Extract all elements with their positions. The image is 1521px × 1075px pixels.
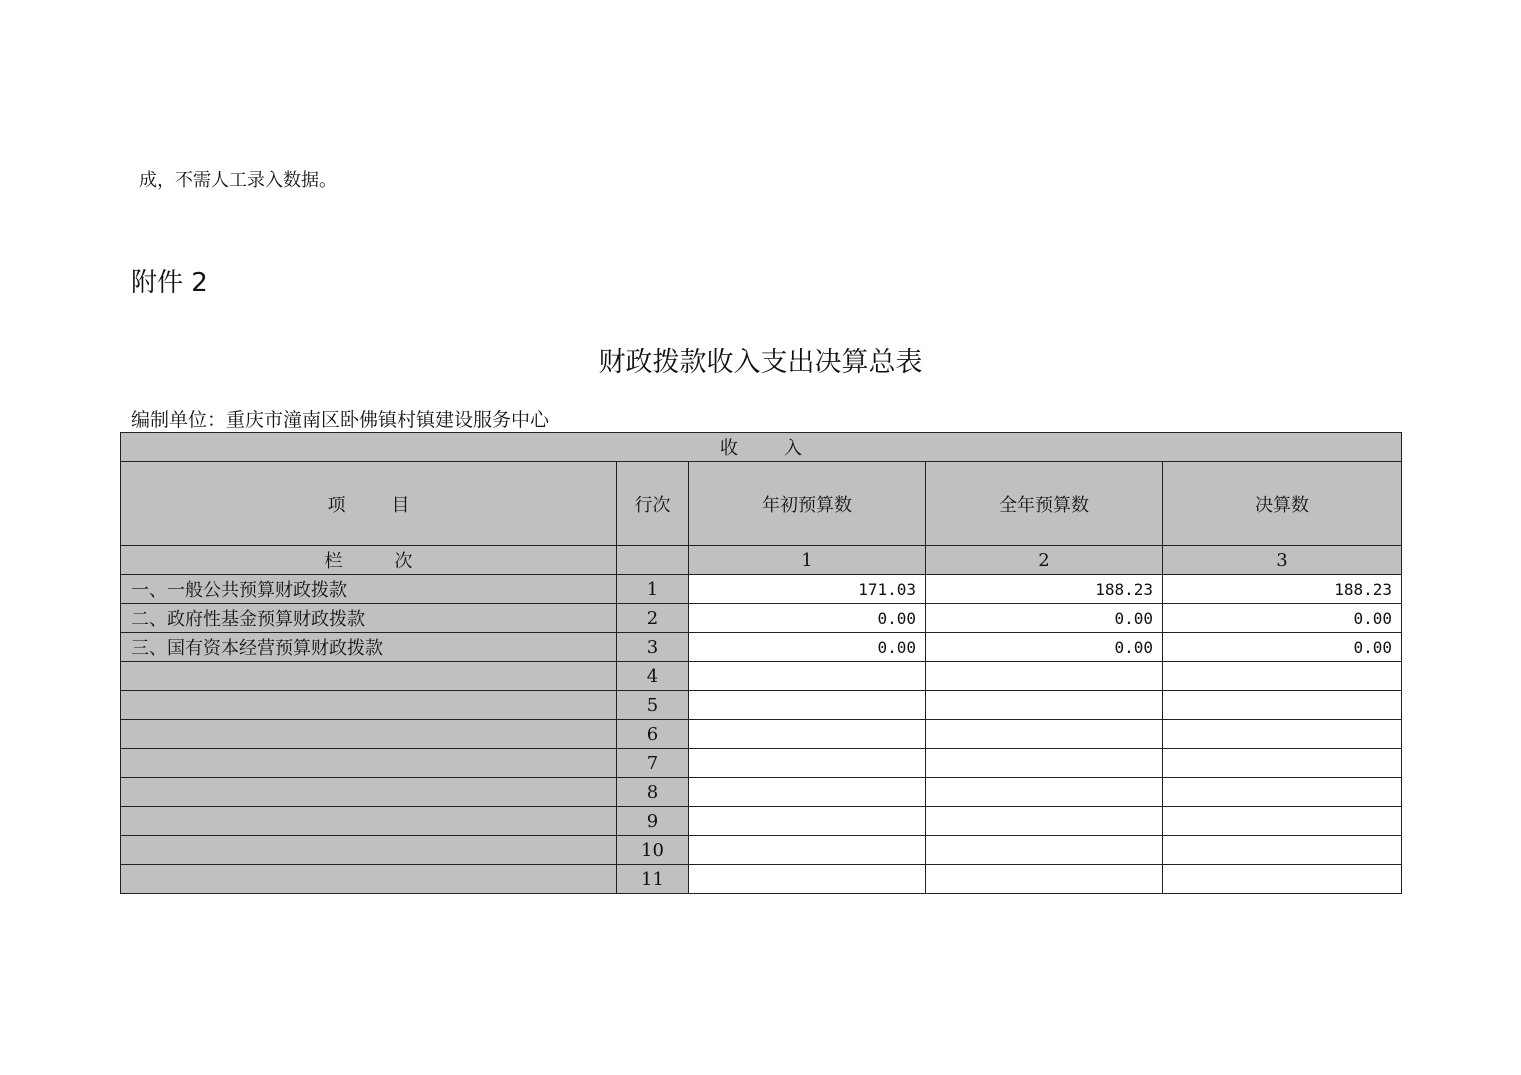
row-annual-budget (926, 720, 1163, 749)
row-initial-budget (689, 720, 926, 749)
row-item (121, 865, 617, 894)
row-final-accounts (1163, 778, 1402, 807)
budget-table (120, 432, 1402, 894)
row-final-accounts: 0.00 (1163, 604, 1402, 633)
row-annual-budget (926, 778, 1163, 807)
row-final-accounts (1163, 836, 1402, 865)
row-item: 一、一般公共预算财政拨款 (121, 575, 617, 604)
table-row (121, 691, 1402, 720)
header-final-accounts: 决算数 (1163, 462, 1402, 546)
row-final-accounts (1163, 720, 1402, 749)
table-row (121, 575, 1402, 604)
header-initial-budget: 年初预算数 (689, 462, 926, 546)
row-initial-budget: 0.00 (689, 633, 926, 662)
row-line-no: 3 (617, 633, 689, 662)
row-final-accounts (1163, 691, 1402, 720)
table-row (121, 604, 1402, 633)
table-row (121, 836, 1402, 865)
compiling-unit-name: 重庆市潼南区卧佛镇村镇建设服务中心 (226, 409, 550, 431)
section-header-cell (121, 433, 1402, 462)
column-index-char-2: 次 (394, 551, 413, 572)
row-initial-budget (689, 865, 926, 894)
row-annual-budget (926, 865, 1163, 894)
row-item (121, 720, 617, 749)
row-line-no: 10 (617, 836, 689, 865)
row-annual-budget (926, 807, 1163, 836)
row-initial-budget (689, 807, 926, 836)
row-initial-budget (689, 662, 926, 691)
row-line-no: 7 (617, 749, 689, 778)
header-annual-budget: 全年预算数 (926, 462, 1163, 546)
row-line-no: 4 (617, 662, 689, 691)
row-line-no: 2 (617, 604, 689, 633)
column-index-char-1: 栏 (324, 551, 343, 572)
row-annual-budget (926, 662, 1163, 691)
row-final-accounts: 0.00 (1163, 633, 1402, 662)
table-row (121, 749, 1402, 778)
column-index-2: 2 (926, 546, 1163, 575)
table-row (121, 662, 1402, 691)
section-header-char-1: 收 (720, 438, 739, 459)
column-header-row (121, 462, 1402, 546)
row-item: 二、政府性基金预算财政拨款 (121, 604, 617, 633)
row-annual-budget: 0.00 (926, 633, 1163, 662)
header-item-char-1: 项 (327, 494, 346, 516)
column-index-blank (617, 546, 689, 575)
table-row (121, 807, 1402, 836)
row-item (121, 778, 617, 807)
row-final-accounts (1163, 807, 1402, 836)
attachment-label: 附件 2 (131, 268, 208, 298)
compiling-unit-label: 编制单位： (131, 409, 227, 431)
document-title: 财政拨款收入支出决算总表 (598, 347, 923, 378)
row-annual-budget (926, 749, 1163, 778)
table-row (121, 720, 1402, 749)
header-item (121, 462, 617, 546)
row-initial-budget (689, 778, 926, 807)
table-row (121, 778, 1402, 807)
row-initial-budget: 0.00 (689, 604, 926, 633)
row-item (121, 836, 617, 865)
column-index-label (121, 546, 617, 575)
row-initial-budget (689, 836, 926, 865)
row-annual-budget: 0.00 (926, 604, 1163, 633)
section-header-char-2: 入 (784, 438, 803, 459)
row-item (121, 807, 617, 836)
row-final-accounts (1163, 662, 1402, 691)
header-item-char-2: 目 (391, 494, 410, 516)
row-line-no: 11 (617, 865, 689, 894)
row-final-accounts (1163, 865, 1402, 894)
row-line-no: 5 (617, 691, 689, 720)
compiling-unit (131, 405, 549, 432)
row-annual-budget: 188.23 (926, 575, 1163, 604)
row-item (121, 662, 617, 691)
row-initial-budget: 171.03 (689, 575, 926, 604)
row-annual-budget (926, 691, 1163, 720)
row-initial-budget (689, 749, 926, 778)
column-index-3: 3 (1163, 546, 1402, 575)
row-line-no: 6 (617, 720, 689, 749)
column-index-row (121, 546, 1402, 575)
table-row (121, 633, 1402, 662)
row-item (121, 691, 617, 720)
section-header-row (121, 433, 1402, 462)
row-final-accounts (1163, 749, 1402, 778)
row-line-no: 9 (617, 807, 689, 836)
row-item: 三、国有资本经营预算财政拨款 (121, 633, 617, 662)
row-line-no: 8 (617, 778, 689, 807)
table-row (121, 865, 1402, 894)
continuation-text: 成，不需人工录入数据。 (139, 170, 337, 191)
header-line-no: 行次 (617, 462, 689, 546)
row-line-no: 1 (617, 575, 689, 604)
row-item (121, 749, 617, 778)
row-annual-budget (926, 836, 1163, 865)
column-index-1: 1 (689, 546, 926, 575)
row-initial-budget (689, 691, 926, 720)
row-final-accounts: 188.23 (1163, 575, 1402, 604)
